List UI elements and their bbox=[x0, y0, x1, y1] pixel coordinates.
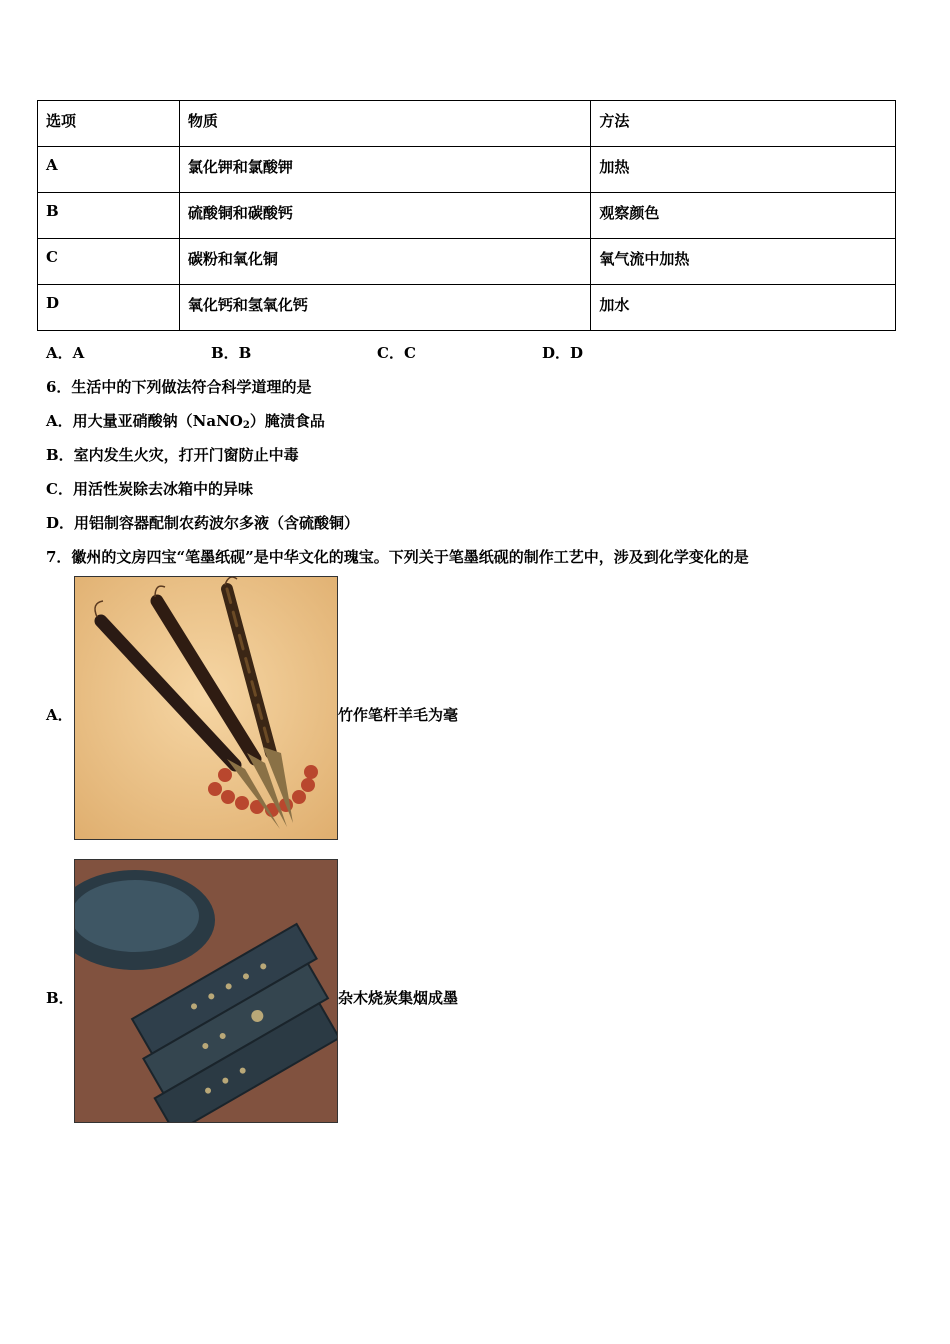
q7-option-b-label: B． bbox=[46, 989, 74, 1007]
table-cell: A bbox=[38, 147, 180, 193]
q5-option-a: A．A bbox=[46, 344, 85, 362]
table-row bbox=[38, 147, 896, 193]
table-header-row bbox=[38, 101, 896, 147]
q6-stem: 6．生活中的下列做法符合科学道理的是 bbox=[46, 378, 312, 396]
q5-option-b: B．B bbox=[211, 344, 252, 362]
table-cell: B bbox=[38, 193, 180, 239]
q6-option-c: C．用活性炭除去冰箱中的异味 bbox=[46, 480, 253, 498]
table-row bbox=[38, 239, 896, 285]
table-cell: 加热 bbox=[591, 147, 896, 193]
substance-method-table bbox=[37, 100, 896, 331]
table-cell: 加水 bbox=[591, 285, 896, 331]
brushes-image bbox=[74, 576, 338, 840]
table-cell: 氧气流中加热 bbox=[591, 239, 896, 285]
header-substance: 物质 bbox=[179, 101, 591, 147]
q7-option-a-text: 竹作笔杆羊毛为毫 bbox=[338, 706, 459, 724]
table-cell: 观察颜色 bbox=[591, 193, 896, 239]
q6-a-subscript: 2 bbox=[242, 420, 250, 431]
header-option: 选项 bbox=[38, 101, 180, 147]
q5-option-c: C．C bbox=[377, 344, 416, 362]
table-cell: 硫酸铜和碳酸钙 bbox=[179, 193, 591, 239]
q7-option-b-text: 杂木烧炭集烟成墨 bbox=[338, 989, 459, 1007]
table-cell: 氯化钾和氯酸钾 bbox=[179, 147, 591, 193]
q7-stem: 7．徽州的文房四宝“笔墨纸砚”是中华文化的瑰宝。下列关于笔墨纸砚的制作工艺中，涉及到化学变化的是 bbox=[46, 548, 749, 566]
table-row bbox=[38, 285, 896, 331]
table-cell: C bbox=[38, 239, 180, 285]
table-row bbox=[38, 193, 896, 239]
table-cell: 氧化钙和氢氧化钙 bbox=[179, 285, 591, 331]
q6-a-text: A．用大量亚硝酸钠（NaNO bbox=[46, 412, 243, 430]
table-cell: D bbox=[38, 285, 180, 331]
header-method: 方法 bbox=[591, 101, 896, 147]
q7-option-a-label: A． bbox=[46, 706, 73, 724]
q6-option-d: D．用铝制容器配制农药波尔多液（含硫酸铜） bbox=[46, 514, 360, 532]
q6-option-a bbox=[46, 410, 325, 431]
table-cell: 碳粉和氧化铜 bbox=[179, 239, 591, 285]
q6-option-b: B．室内发生火灾，打开门窗防止中毒 bbox=[46, 446, 299, 464]
q5-option-d: D．D bbox=[542, 344, 584, 362]
ink-sticks-image bbox=[74, 859, 338, 1123]
q6-a-text-end: ）腌渍食品 bbox=[249, 412, 325, 430]
